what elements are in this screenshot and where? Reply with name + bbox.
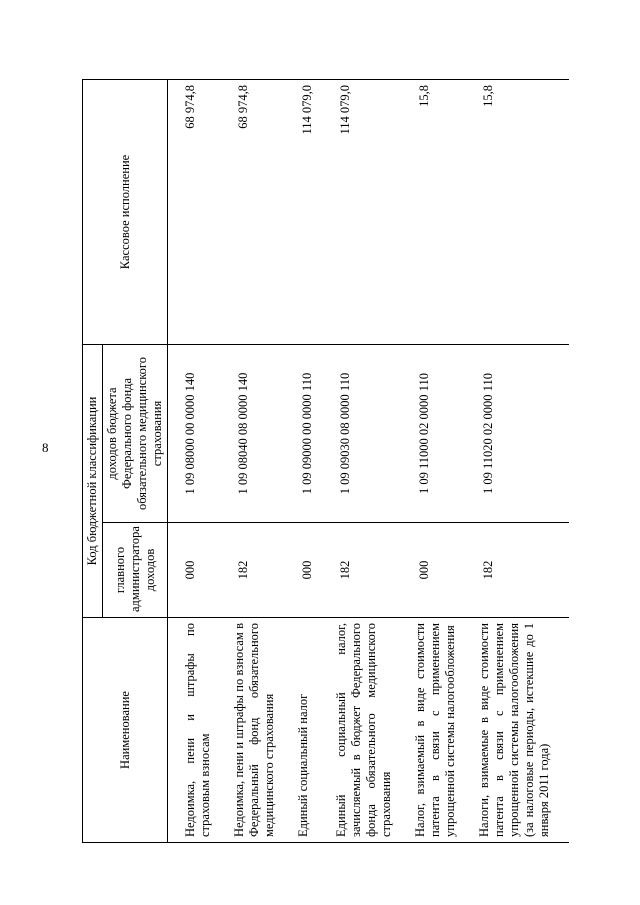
row-budget-code: 1 09 11020 02 0000 110 [475, 345, 569, 523]
row-budget-code: 1 09 09030 08 0000 110 [332, 345, 411, 523]
row-amount: 68 974,8 [168, 80, 231, 345]
row-admin-code: 000 [168, 523, 231, 618]
table-row [230, 80, 294, 843]
row-amount: 114 079,0 [332, 80, 411, 345]
row-budget-code: 1 09 09000 00 0000 110 [294, 345, 332, 523]
rotated-page-content [55, 0, 640, 905]
header-code: доходов бюджета Федерального фонда обязательного медицинского страхования [103, 345, 168, 523]
row-amount: 15,8 [475, 80, 569, 345]
row-amount: 114 079,0 [294, 80, 332, 345]
row-amount: 68 974,8 [230, 80, 294, 345]
row-name: Недоимка, пени и штрафы по взносам в Федеральный фонд обязательного медицинского страхования [230, 618, 294, 843]
row-admin-code: 000 [294, 523, 332, 618]
header-name: Наименование [83, 618, 168, 843]
header-admin: главного администратора доходов [103, 523, 168, 618]
row-name: Налог, взимаемый в виде стоимости патента в связи с применением упрощенной системы налогообложения [411, 618, 475, 843]
row-admin-code: 182 [230, 523, 294, 618]
row-admin-code: 182 [475, 523, 569, 618]
row-name: Недоимка, пени и штрафы по страховым взносам [168, 618, 231, 843]
row-name: Налоги, взимаемые в виде стоимости патента в связи с применением упрощенной системы налогообложения (за налоговые периоды, истекшие до 1 января 2011 года) [475, 618, 569, 843]
row-amount: 15,8 [411, 80, 475, 345]
row-admin-code: 182 [332, 523, 411, 618]
row-budget-code: 1 09 08040 08 0000 140 [230, 345, 294, 523]
table-row [475, 80, 569, 843]
table-row [411, 80, 475, 843]
header-code-group: Код бюджетной классификации [83, 345, 103, 618]
table-row [294, 80, 332, 843]
budget-revenue-table [82, 79, 569, 843]
row-admin-code: 000 [411, 523, 475, 618]
row-name: Единый социальный налог [294, 618, 332, 843]
row-name: Единый социальный налог, зачисляемый в бюджет Федерального фонда обязательного медицинского страхования [332, 618, 411, 843]
row-budget-code: 1 09 08000 00 0000 140 [168, 345, 231, 523]
row-budget-code: 1 09 11000 02 0000 110 [411, 345, 475, 523]
table-row [332, 80, 411, 843]
header-amount: Кассовое исполнение [83, 80, 168, 345]
page-number: 8 [42, 440, 49, 455]
table-row [168, 80, 231, 843]
